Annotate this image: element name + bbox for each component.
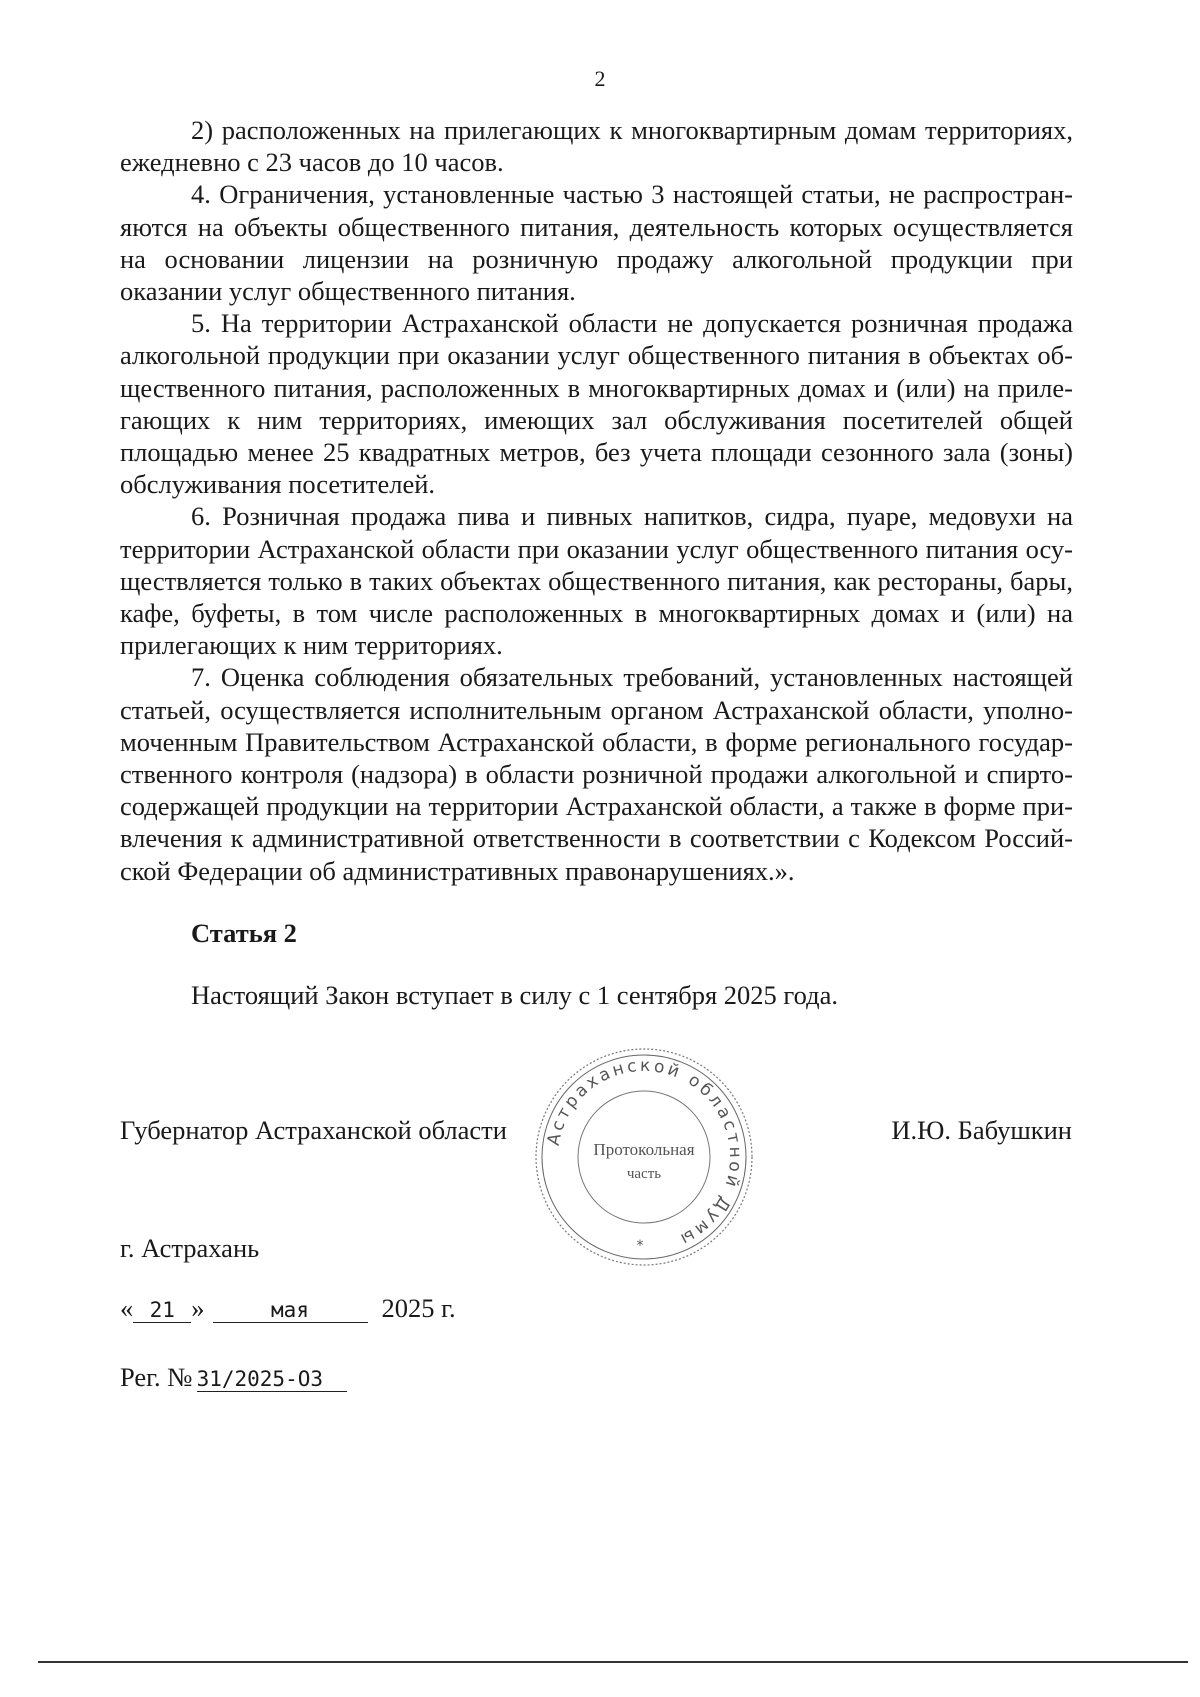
page-number: 2	[594, 66, 606, 91]
registration-line	[120, 1362, 347, 1393]
scan-bottom-line	[38, 1661, 1188, 1663]
signatory-name: И.Ю. Бабушкин	[891, 1115, 1072, 1145]
paragraph-6: 6. Розничная продажа пива и пивных напитков, сидра, пуаре, медовухи на территории Астраханской области при оказании услуг общественного питания осуществляется только в таких объектах общественного питания, как рестораны, бары, кафе, буфеты, в том числе расположенных в многоквартирных домах и (или) на прилегающих к ним территориях.	[120, 501, 1073, 661]
law-text-body	[120, 114, 1073, 887]
registration-label: Рег. №	[120, 1362, 193, 1392]
date-open-quote: «	[120, 1293, 134, 1323]
paragraph-4: 4. Ограничения, установленные частью 3 настоящей статьи, не распространяются на объекты общественного питания, деятельность которых осуществляется на основании лицензии на розничную продажу алкогольной продукции при оказании услуг общественного питания.	[120, 179, 1073, 307]
seal-center-line1: Протокольная	[593, 1140, 695, 1159]
seal-ring-text: Астраханской областной Думы	[543, 1055, 746, 1251]
date-month: мая	[213, 1298, 368, 1323]
seal-star: *	[636, 1238, 644, 1254]
paragraph-5: 5. На территории Астраханской области не допускается розничная продажа алкогольной продукции при оказании услуг общественного питания в объектах общественного питания, расположенных в многоквартирных домах и (или) на прилегающих к ним территориях, имеющих зал обслуживания посетителей общей площадью менее 25 квадратных метров, без учета площади сезонного зала (зоны) обслуживания посетителей.	[120, 308, 1073, 500]
date-year: 2025 г.	[381, 1293, 456, 1323]
article-text: Настоящий Закон вступает в силу с 1 сентября 2025 года.	[191, 980, 838, 1010]
article-heading: Статья 2	[191, 918, 297, 948]
signatory-title: Губернатор Астраханской области	[120, 1115, 507, 1145]
paragraph-item-2: 2) расположенных на прилегающих к многоквартирным домам территориях, ежедневно с 23 часов до 10 часов.	[120, 115, 1073, 178]
official-seal-stamp	[529, 1042, 759, 1272]
place-of-signing: г. Астрахань	[120, 1233, 260, 1263]
registration-number: 31/2025-ОЗ	[197, 1367, 347, 1392]
signing-date	[120, 1293, 456, 1324]
date-close-quote: »	[191, 1293, 205, 1323]
date-day: 21	[133, 1298, 191, 1323]
seal-center-line2: часть	[626, 1166, 662, 1182]
paragraph-7: 7. Оценка соблюдения обязательных требований, установленных настоящей статьей, осуществляется исполнительным органом Астраханской области, уполномоченным Правительством Астраханской области, в форме регионального государственного контроля (надзора) в области розничной продажи алкогольной и спиртосодержащей продукции на территории Астраханской области, а также в форме привлечения к административной ответственности в соответствии с Кодексом Российской Федерации об административных правонарушениях.».	[120, 662, 1073, 886]
